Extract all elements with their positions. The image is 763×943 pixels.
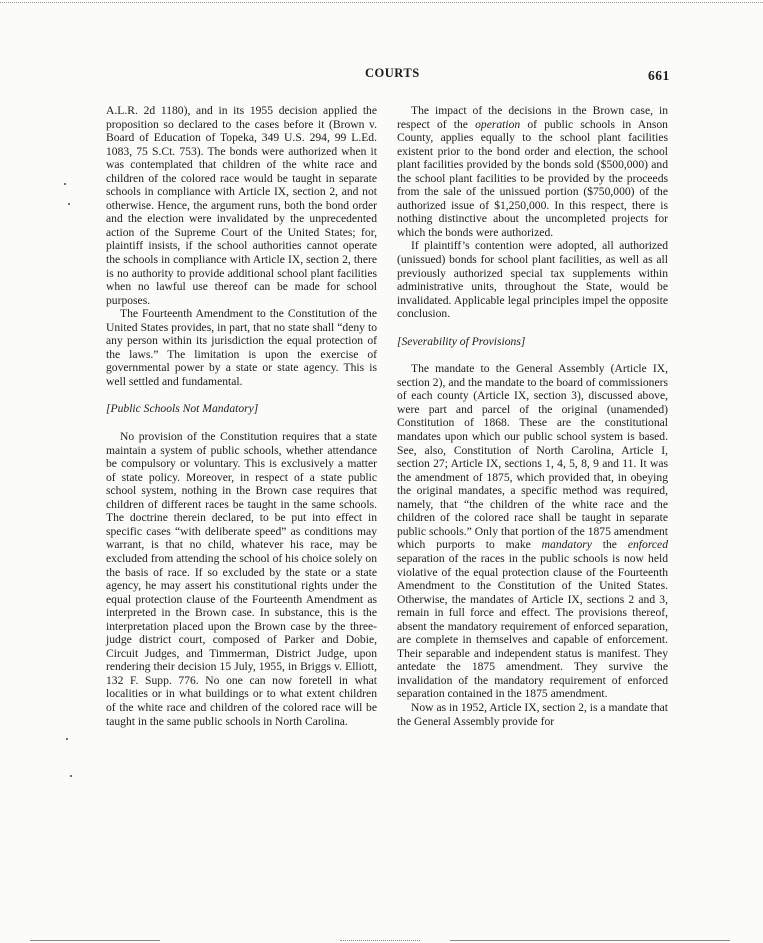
top-dotted-rule xyxy=(0,2,763,3)
bottom-rule xyxy=(340,940,420,941)
page-number: 661 xyxy=(648,68,670,83)
bottom-rule xyxy=(450,940,730,941)
margin-speck xyxy=(68,203,70,205)
section-heading-public-schools: [Public Schools Not Mandatory] xyxy=(106,402,259,416)
margin-speck xyxy=(64,183,66,185)
left-paragraph-1: A.L.R. 2d 1180), and in its 1955 decision applied the proposition so declared to the cases before it (Brown v. Board of Education of Topeka, 349 U.S. 294, 99 L.Ed. 1083, 75 S.Ct. 753). The bonds were authorized when it was contemplated that children of the white race and children of the colored race would be taught in separate schools in compliance with Article IX, section 2, and not otherwise. Hence, the argument runs, both the bond order and the election were invalidated by the unprecedented action of the Supreme Court of the United States; for, plaintiff insists, if the school authorities cannot operate the schools in compliance with Article IX, section 2, there is no authority to provide additional school plant facilities when no lawful use thereof can be made for school purposes. xyxy=(106,104,377,307)
right-paragraph-2: If plaintiff’s contention were adopted, all authorized (unissued) bonds for school plant facilities, as well as all previously authorized special tax supplements within administrative units, throughout the State, would be invalidated. Applicable legal principles impel the opposite conclusion. xyxy=(397,239,668,321)
running-title: COURTS xyxy=(365,66,420,80)
section-heading-severability: [Severability of Provisions] xyxy=(397,334,526,348)
right-paragraph-3: The mandate to the General Assembly (Article IX, section 2), and the mandate to the board of commissioners of each county (Article IX, section 3), discussed above, were part and parcel of the original (unamended) Constitution of 1868. These are the constitutional mandates upon which our public school system is based. See, also, Constitution of North Carolina, Article I, section 27; Article IX, sections 1, 4, 5, 8, 9 and 11. It was the amendment of 1875, which provided that, in obeying the original mandates, a specific method was required, namely, that “the children of the white race and the children of the colored race shall be taught in separate public schools.” Only that portion of the 1875 amendment which purports to make mandatory the enforced separation of the races in the public schools is now held violative of the equal protection clause of the Fourteenth Amendment to the Constitution of the United States. Otherwise, the mandates of Article IX, sections 2 and 3, remain in full force and effect. The provisions thereof, absent the mandatory requirement of enforced separation, are complete in themselves and capable of enforcement. Their separable and independent status is manifest. They antedate the 1875 amendment. They survive the invalidation of the mandatory requirement of enforced separation contained in the 1875 amendment. xyxy=(397,362,668,701)
left-column xyxy=(106,104,377,728)
right-paragraph-4: Now as in 1952, Article IX, section 2, is a mandate that the General Assembly provide for xyxy=(397,700,668,728)
right-paragraph-1: The impact of the decisions in the Brown case, in respect of the operation of public schools in Anson County, applies equally to the school plant facilities existent prior to the bond order and election, the school plant facilities provided by the bonds sold ($500,000) and the school plant facilities to be provided by the proceeds from the sale of the unissued portion ($750,000) of the authorized issue of $1,250,000. In this respect, there is nothing distinctive about the uncompleted projects for which the bonds were authorized. xyxy=(397,104,668,239)
right-column xyxy=(397,104,668,728)
bottom-rule xyxy=(30,940,160,941)
margin-speck xyxy=(66,738,68,740)
left-paragraph-3: No provision of the Constitution requires that a state maintain a system of public schools, whether attendance be compulsory or voluntary. This is exclusively a matter of state policy. Moreover, in respect of a state public school system, nothing in the Brown case requires that children of different races be taught in the same schools. The doctrine therein declared, to be put into effect in specific cases “with deliberate speed” as conditions may warrant, is that no child, whatever his race, may be excluded from attending the school of his choice solely on the basis of race. If so excluded by the state or a state agency, he may assert his constitutional rights under the equal protection clause of the Fourteenth Amendment as interpreted in the Brown case. In substance, this is the interpretation placed upon the Brown case by the three-judge district court, composed of Parker and Dobie, Circuit Judges, and Timmerman, District Judge, upon rendering their decision 15 July, 1955, in Briggs v. Elliott, 132 F. Supp. 776. No one can now foretell in what localities or in what buildings or to what extent children of the white race and children of the colored race will be taught in the same public schools in North Carolina. xyxy=(106,430,377,728)
left-paragraph-2: The Fourteenth Amendment to the Constitution of the United States provides, in part, that no state shall “deny to any person within its jurisdiction the equal protection of the laws.” The limitation is upon the exercise of governmental power by a state or state agency. This is well settled and fundamental. xyxy=(106,307,377,388)
margin-speck xyxy=(70,775,72,777)
